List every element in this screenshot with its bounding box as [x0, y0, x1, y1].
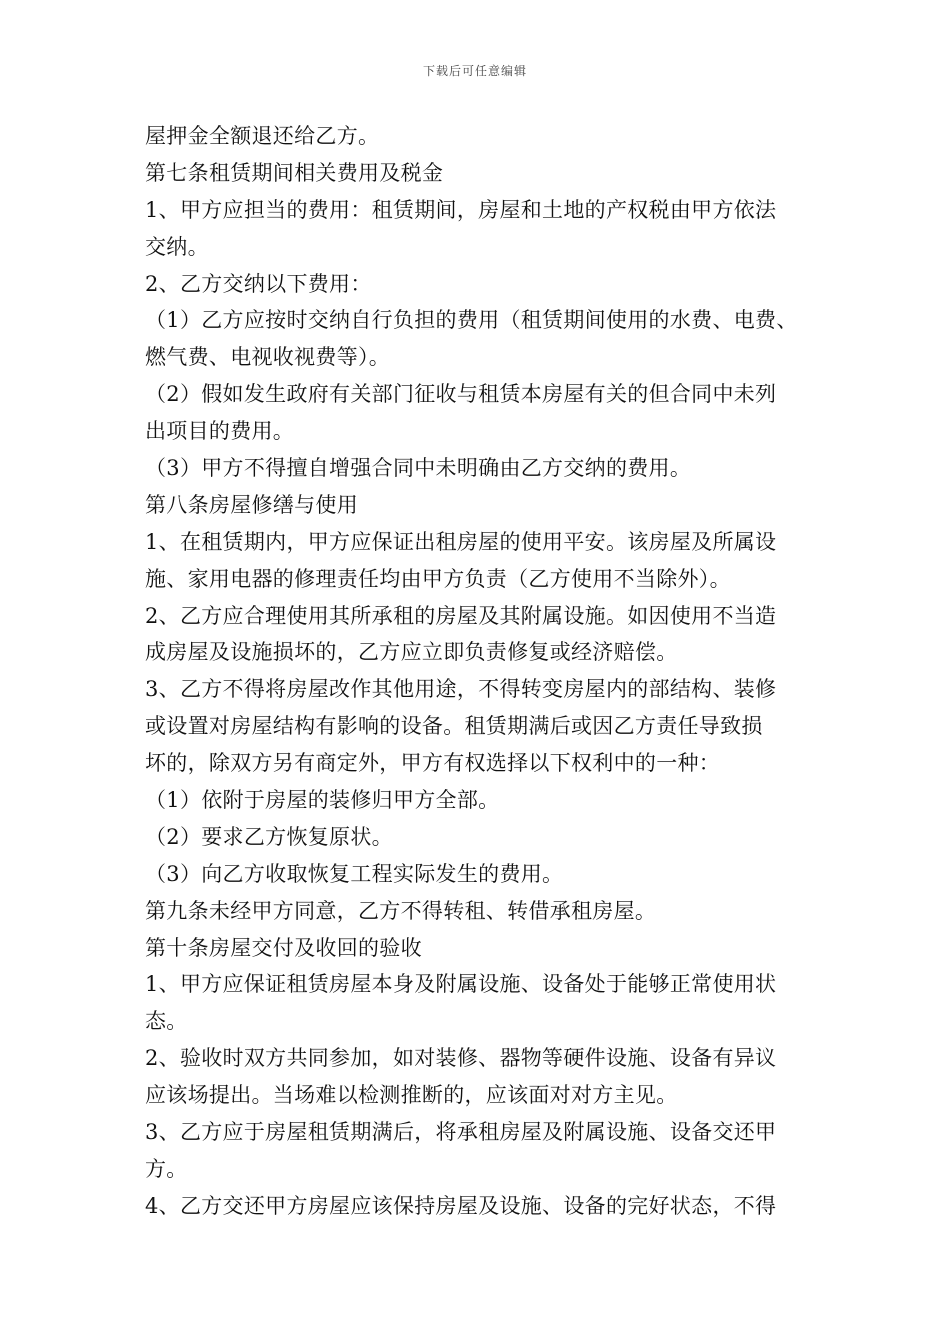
text-line: 交纳。 — [145, 234, 209, 259]
text-line: 1、在租赁期内，甲方应保证出租房屋的使用平安。该房屋及所属设 — [145, 529, 777, 554]
text-line: 2、乙方交纳以下费用： — [145, 271, 372, 296]
text-line: （2）假如发生政府有关部门征收与租赁本房屋有关的但合同中未列 — [145, 382, 777, 407]
text-line: 或设置对房屋结构有影响的设备。租赁期满后或因乙方责任导致损 — [145, 714, 763, 739]
text-line: 3、乙方应于房屋租赁期满后，将承租房屋及附属设施、设备交还甲 — [145, 1120, 777, 1145]
text-line: （3）甲方不得擅自增强合同中未明确由乙方交纳的费用。 — [145, 456, 692, 481]
text-line: 1、甲方应保证租赁房屋本身及附属设施、设备处于能够正常使用状 — [145, 972, 777, 997]
text-line: 1、甲方应担当的费用：租赁期间，房屋和土地的产权税由甲方依法 — [145, 197, 777, 222]
section-heading: 第七条租赁期间相关费用及税金 — [145, 160, 444, 185]
text-line: 成房屋及设施损坏的，乙方应立即负责修复或经济赔偿。 — [145, 640, 678, 665]
page-header: 下载后可任意编辑 — [422, 64, 527, 78]
text-line: （1）依附于房屋的装修归甲方全部。 — [145, 788, 500, 813]
text-line: 坏的，除双方另有商定外，甲方有权选择以下权利中的一种： — [145, 751, 721, 776]
text-line: 态。 — [145, 1009, 188, 1034]
section-heading: 第九条未经甲方同意，乙方不得转租、转借承租房屋。 — [145, 898, 657, 923]
text-line: 方。 — [145, 1156, 188, 1181]
text-line: 2、乙方应合理使用其所承租的房屋及其附属设施。如因使用不当造 — [145, 603, 777, 628]
text-line: 4、乙方交还甲方房屋应该保持房屋及设施、设备的完好状态，不得 — [145, 1193, 777, 1218]
text-line: （1）乙方应按时交纳自行负担的费用（租赁期间使用的水费、电费、 — [145, 308, 798, 333]
section-heading: 第八条房屋修缮与使用 — [145, 492, 358, 517]
text-line: 应该场提出。当场难以检测推断的，应该面对对方主见。 — [145, 1083, 678, 1108]
text-line: （2）要求乙方恢复原状。 — [145, 824, 393, 849]
document-body — [145, 118, 825, 1225]
text-line: 施、家用电器的修理责任均由甲方负责（乙方使用不当除外）。 — [145, 566, 731, 591]
section-heading: 第十条房屋交付及收回的验收 — [145, 935, 422, 960]
text-line: 燃气费、电视收视费等）。 — [145, 345, 391, 370]
text-line: 出项目的费用。 — [145, 419, 295, 444]
text-line: 2、验收时双方共同参加，如对装修、器物等硬件设施、设备有异议 — [145, 1046, 777, 1071]
text-line: 屋押金全额退还给乙方。 — [145, 124, 380, 148]
text-line: 3、乙方不得将房屋改作其他用途，不得转变房屋内的部结构、装修 — [145, 677, 777, 702]
text-line: （3）向乙方收取恢复工程实际发生的费用。 — [145, 861, 564, 886]
